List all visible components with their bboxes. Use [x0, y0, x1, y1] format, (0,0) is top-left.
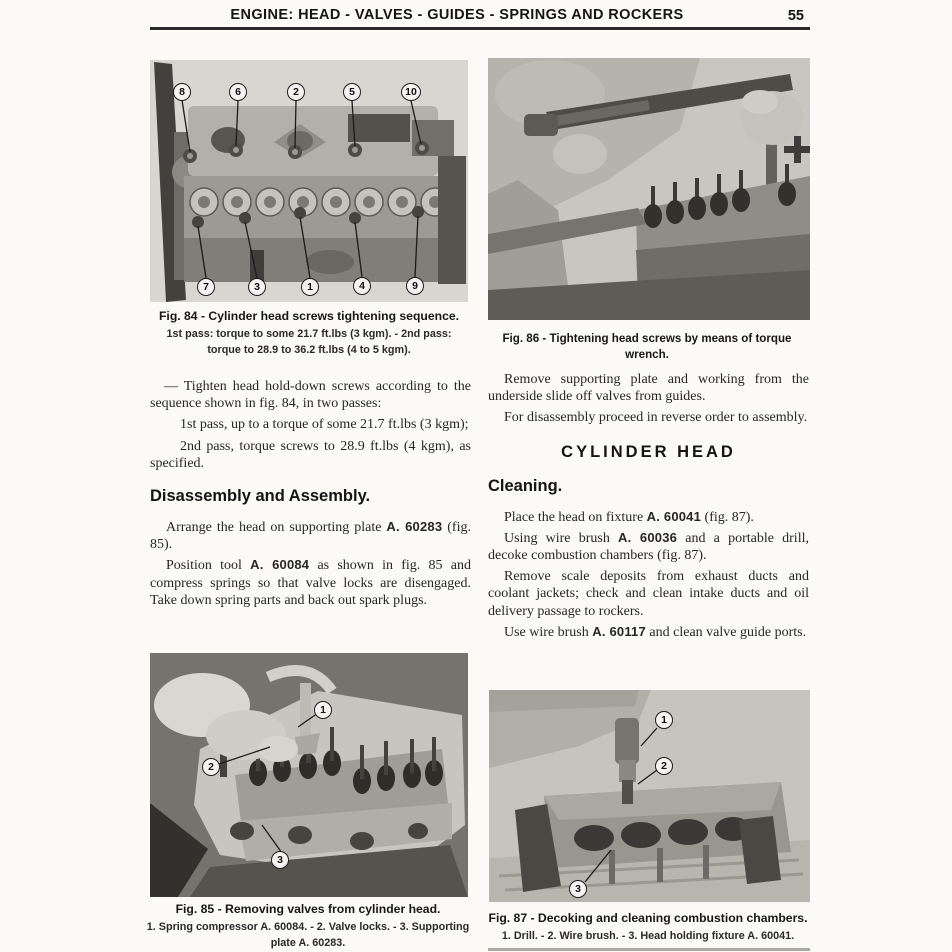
- para-place-fixture: Place the head on fixture A. 60041 (fig. 87).: [504, 508, 754, 525]
- figure-87-caption: [483, 910, 813, 945]
- callout-badge: 1: [301, 278, 319, 296]
- para-reverse-order: For disassembly proceed in reverse order to assembly.: [504, 410, 808, 426]
- callout-badge: 8: [173, 83, 191, 101]
- callout-badge: 10: [401, 83, 421, 101]
- left-column: [150, 378, 471, 613]
- figure-84-caption: [150, 308, 468, 358]
- decoking-drill-illustration: [489, 690, 810, 902]
- para-remove-scale: Remove scale deposits from exhaust ducts and coolant jackets; check and clean intake ducts and oil delivery passage to rockers.: [488, 569, 809, 619]
- page-title: ENGINE: HEAD - VALVES - GUIDES - SPRINGS AND ROCKERS: [230, 7, 684, 23]
- callout-badge: 3: [248, 278, 266, 296]
- para-clean-valve-guides: Use wire brush A. 60117 and clean valve guide ports.: [504, 623, 807, 640]
- para-arrange-head: Arrange the head on supporting plate A. 60283 (fig. 85).: [150, 519, 471, 553]
- figure-86: [488, 58, 810, 320]
- callout-badge: 4: [353, 277, 371, 295]
- callout-badge: 5: [343, 83, 361, 101]
- para-first-pass: 1st pass, up to a torque of some 21.7 ft.lbs (3 kgm);: [180, 417, 469, 433]
- callout-badge: 2: [655, 757, 673, 775]
- right-column: [488, 371, 809, 645]
- figure-84: [150, 60, 468, 302]
- figure-86-caption-title: Fig. 86 - Tightening head screws by means of torque wrench.: [502, 332, 792, 361]
- page-bottom-rule: [488, 948, 810, 951]
- callout-badge: 3: [569, 880, 587, 898]
- callout-badge: 9: [406, 277, 424, 295]
- para-tighten-screws: — Tighten head hold-down screws according to the sequence shown in fig. 84, in two passes:: [150, 379, 471, 412]
- callout-badge: 1: [314, 701, 332, 719]
- callout-badge: 2: [287, 83, 305, 101]
- heading-cylinder-head: CYLINDER HEAD: [561, 442, 736, 461]
- figure-87-caption-title: Fig. 87 - Decoking and cleaning combustion chambers.: [488, 911, 808, 925]
- callout-badge: 1: [655, 711, 673, 729]
- figure-87-caption-legend: 1. Drill. - 2. Wire brush. - 3. Head holding fixture A. 60041.: [501, 930, 795, 943]
- figure-86-caption: [480, 331, 814, 362]
- para-second-pass: 2nd pass, torque screws to 28.9 ft.lbs (4 kgm), as specified.: [150, 438, 471, 471]
- torque-wrench-illustration: [488, 58, 810, 320]
- figure-85-caption-title: Fig. 85 - Removing valves from cylinder head.: [175, 902, 441, 916]
- page-number: 55: [787, 8, 804, 24]
- callout-badge: 3: [271, 851, 289, 869]
- figure-87: [489, 690, 810, 902]
- page-header: [150, 7, 810, 29]
- para-position-tool: Position tool A. 60084 as shown in fig. 85 and compress springs so that valve locks are disengaged. Take down spring parts and back out spark plugs.: [150, 557, 471, 608]
- heading-disassembly-assembly: Disassembly and Assembly.: [150, 487, 371, 506]
- figure-85-caption: [143, 901, 473, 951]
- header-rule: [150, 27, 810, 30]
- figure-84-caption-legend: 1st pass: torque to some 21.7 ft.lbs (3 kgm). - 2nd pass: torque to 28.9 to 36.2 ft.lbs (4 to 5 kgm).: [166, 328, 452, 356]
- figure-85-caption-legend: 1. Spring compressor A. 60084. - 2. Valve locks. - 3. Supporting plate A. 60283.: [146, 921, 470, 949]
- callout-badge: 2: [202, 758, 220, 776]
- heading-cleaning: Cleaning.: [488, 476, 563, 495]
- callout-badge: 6: [229, 83, 247, 101]
- para-remove-plate: Remove supporting plate and working from the underside slide off valves from guides.: [488, 372, 809, 405]
- figure-85: [150, 653, 468, 897]
- spring-compressor-illustration: [150, 653, 468, 897]
- cylinder-head-top-view-illustration: [150, 60, 468, 302]
- para-wire-brush-decoke: Using wire brush A. 60036 and a portable drill, decoke combustion chambers (fig. 87).: [488, 529, 809, 564]
- callout-badge: 7: [197, 278, 215, 296]
- figure-84-caption-title: Fig. 84 - Cylinder head screws tightening sequence.: [158, 309, 460, 323]
